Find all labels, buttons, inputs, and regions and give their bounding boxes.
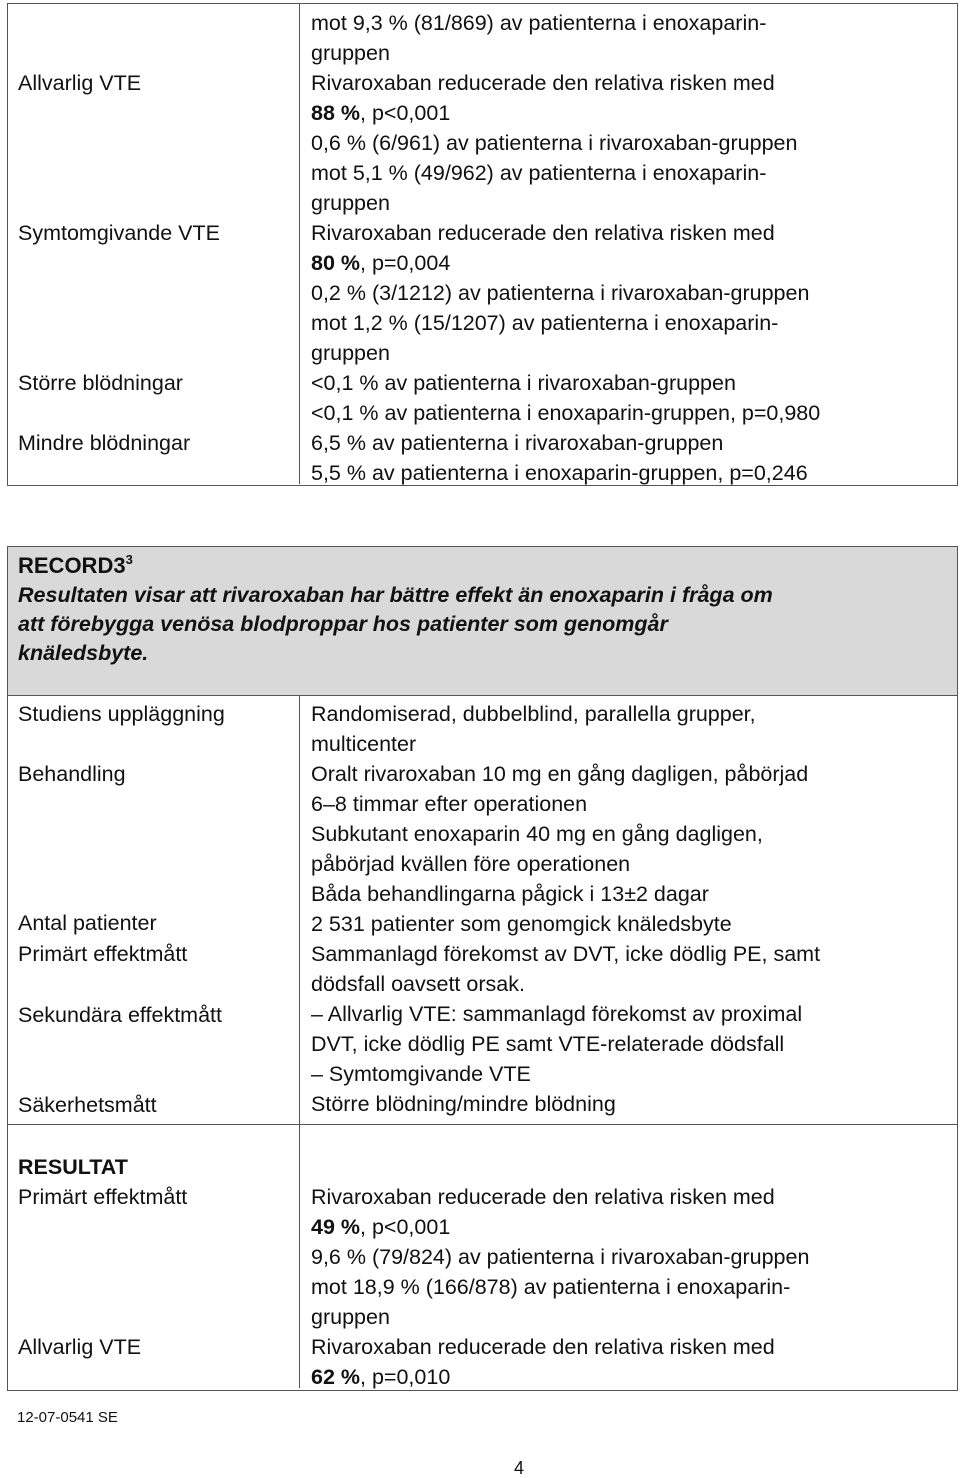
p-value: , p=0,010 [360,1365,451,1389]
text-line: Randomiserad, dubbelblind, parallella grupper, [311,702,756,726]
label-column [8,696,300,1388]
p-value: , p<0,001 [360,1215,451,1239]
text-line: mot 9,3 % (81/869) av patienterna i enoxaparin- [311,11,767,35]
text-line: 9,6 % (79/824) av patienterna i rivaroxaban-gruppen [311,1245,810,1269]
text-line: Subkutant enoxaparin 40 mg en gång dagligen, [311,822,763,846]
label-mindre-blodningar: Mindre blödningar [18,431,191,455]
text-line: 5,5 % av patienterna i enoxaparin-gruppen, p=0,246 [311,461,808,485]
text-line: <0,1 % av patienterna i rivaroxaban-gruppen [311,371,736,395]
label-treatment: Behandling [18,762,126,786]
document-code: 12-07-0541 SE [17,1409,118,1426]
text-line: Båda behandlingarna pågick i 13±2 dagar [311,882,709,906]
relative-risk-value: 62 % [311,1365,361,1389]
text-line: gruppen [311,191,390,215]
relative-risk-value: 88 % [311,101,361,125]
text-line: 6,5 % av patienterna i rivaroxaban-gruppen [311,431,724,455]
text-line: 0,2 % (3/1212) av patienterna i rivaroxaban-gruppen [311,281,810,305]
text-line: Större blödning/mindre blödning [311,1092,616,1116]
text-line: gruppen [311,41,390,65]
label-column [8,4,300,484]
text-line: gruppen [311,1305,390,1329]
text-line: Oralt rivaroxaban 10 mg en gång dagligen, påbörjad [311,762,809,786]
value-column [300,4,957,484]
text-line: Sammanlagd förekomst av DVT, icke dödlig PE, samt [311,942,821,966]
row-separator [8,1124,957,1125]
page-number: 4 [514,1458,525,1478]
text-line [311,248,957,278]
text-line: mot 5,1 % (49/962) av patienterna i enoxaparin- [311,161,767,185]
text-line: DVT, icke dödlig PE samt VTE-relaterade dödsfall [311,1032,785,1056]
label-safety: Säkerhetsmått [18,1093,157,1117]
results-heading: RESULTAT [18,1155,128,1179]
results-row [8,4,957,484]
study-design-table [7,695,958,1391]
text-line: 0,6 % (6/961) av patienterna i rivaroxaban-gruppen [311,131,798,155]
text-line [311,98,957,128]
label-results-primary: Primärt effektmått [18,1185,188,1209]
study-title [18,551,947,581]
summary-line: att förebygga venösa blodproppar hos patienter som genomgår [18,612,668,636]
study-summary [18,581,947,668]
text-line: mot 18,9 % (166/878) av patienterna i enoxaparin- [311,1275,791,1299]
study-title-text: RECORD3 [18,553,126,578]
text-line [311,1362,809,1392]
label-symtomgivande-vte: Symtomgivande VTE [18,221,220,245]
text-line: 2 531 patienter som genomgick knäledsbyte [311,912,732,936]
label-design: Studiens uppläggning [18,702,225,726]
label-results-vte: Allvarlig VTE [18,1335,142,1359]
text-line: Rivaroxaban reducerade den relativa risken med [311,1185,775,1209]
text-line: påbörjad kvällen före operationen [311,852,631,876]
text-line: Rivaroxaban reducerade den relativa risken med [311,221,775,245]
text-line: Rivaroxaban reducerade den relativa risken med [311,1335,775,1359]
study-design-row [8,696,957,1388]
summary-line: Resultaten visar att rivaroxaban har bättre effekt än enoxaparin i fråga om [18,583,773,607]
reference-superscript: 3 [125,552,133,567]
label-storre-blodningar: Större blödningar [18,371,183,395]
text-line: mot 1,2 % (15/1207) av patienterna i enoxaparin- [311,311,779,335]
p-value: , p<0,001 [360,101,451,125]
text-line: – Allvarlig VTE: sammanlagd förekomst av proximal [311,1002,803,1026]
study-header [7,546,958,696]
p-value: , p=0,004 [360,251,451,275]
text-line: gruppen [311,341,390,365]
text-line: multicenter [311,732,417,756]
value-column [300,696,957,1388]
text-line: dödsfall oavsett orsak. [311,972,525,996]
label-patients: Antal patienter [18,911,157,935]
label-primary-endpoint: Primärt effektmått [18,942,188,966]
text-line: – Symtomgivande VTE [311,1062,531,1086]
results-table-continued [7,3,958,486]
label-allvarlig-vte: Allvarlig VTE [18,71,142,95]
summary-line: knäledsbyte. [18,641,149,665]
text-line [311,1212,809,1242]
relative-risk-value: 80 % [311,251,361,275]
text-line: <0,1 % av patienterna i enoxaparin-gruppen, p=0,980 [311,401,821,425]
label-secondary-endpoints: Sekundära effektmått [18,1003,222,1027]
text-line: 6–8 timmar efter operationen [311,792,588,816]
text-line: Rivaroxaban reducerade den relativa risken med [311,71,775,95]
relative-risk-value: 49 % [311,1215,361,1239]
